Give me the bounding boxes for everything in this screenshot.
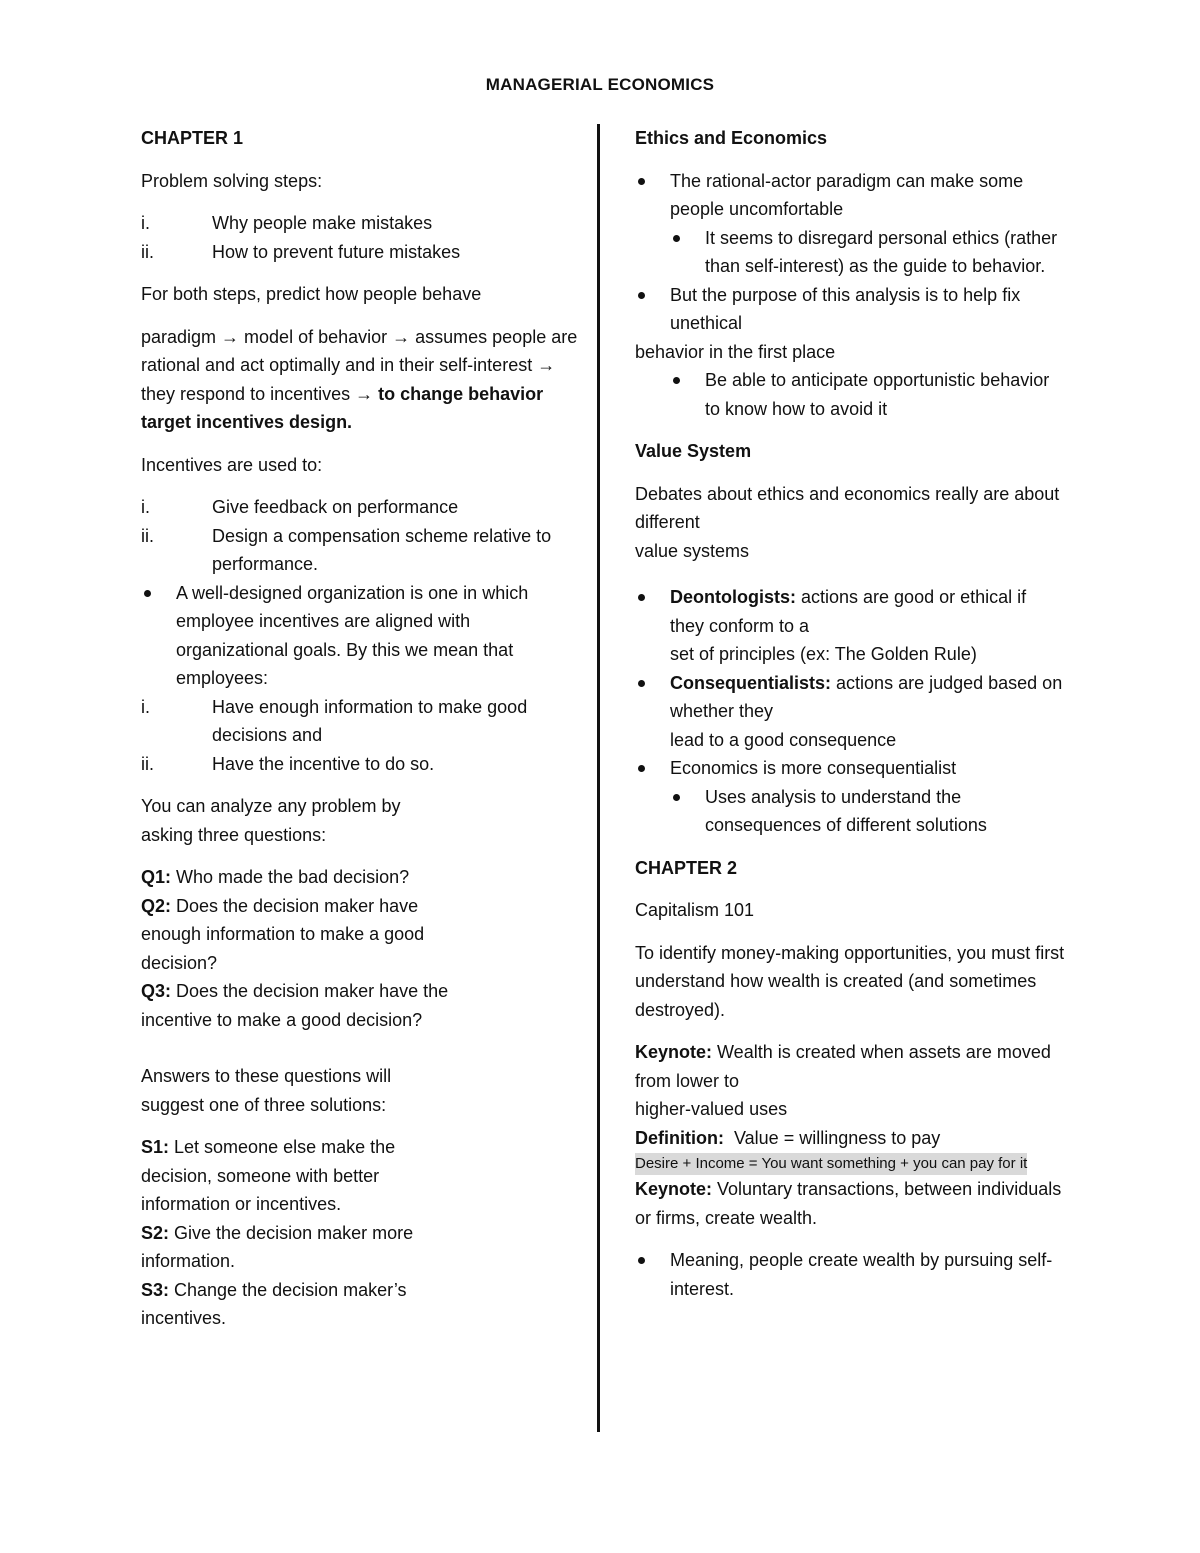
list-item [141,238,581,267]
right-column [635,124,1065,1317]
keynote-text: higher-valued uses [635,1099,788,1119]
list-item [635,669,1065,755]
both-steps-text: For both steps, predict how people behave [141,284,482,304]
list-item-text: actions are good or ethical if they conform to a [670,587,1027,636]
paradigm-paragraph [141,323,581,437]
questions-block [141,863,451,1034]
list-item [141,522,581,579]
definition-label: Definition: [635,1127,724,1148]
question-text: Does the decision maker have enough information to make a good decision? [141,895,425,973]
value-system-text [635,480,1065,566]
consequentialists-label: Consequentialists: [670,672,832,693]
chapter-2-heading: CHAPTER 2 [635,857,738,878]
list-item-text: How to prevent future mistakes [212,241,461,262]
deontologists-label: Deontologists: [670,587,796,607]
solution-text: Give the decision maker more information. [141,1222,414,1271]
nested-bullet-list [670,783,1065,840]
list-item [141,493,581,522]
incentives-list [141,493,581,579]
list-item [635,167,1065,281]
list-number: i. [141,497,150,517]
list-item: Meaning, people create wealth by pursuing self-interest. [635,1246,1065,1303]
keynote-label: Keynote: [635,1179,713,1199]
list-item [141,693,581,750]
question-text: Does the decision maker have the incentive to make a good decision? [141,981,449,1030]
list-item [141,750,581,779]
value-bullet-list [635,583,1065,840]
document-title: MANAGERIAL ECONOMICS [485,75,715,94]
ethics-bullet-list [635,167,1065,424]
keynote-2 [635,1175,1065,1232]
solution-label: S1: [141,1137,170,1157]
solution-label: S3: [141,1279,170,1300]
list-item-text: Have enough information to make good decisions and [212,696,528,745]
analyze-text: You can analyze any problem by asking three questions: [141,796,401,845]
highlight-text: Desire + Income = You want something + you can pay for it [635,1153,1027,1175]
solution-text: Change the decision maker’s incentives. [141,1279,407,1328]
list-item-text: Have the incentive to do so. [212,753,435,774]
list-item-text: The rational-actor paradigm can make some people uncomfortable [670,170,1024,219]
list-item-text: Give feedback on performance [212,497,459,517]
chapter-1-heading: CHAPTER 1 [141,128,244,148]
list-item-text: actions are judged based on whether they [670,672,1063,721]
employees-list [141,693,581,779]
nested-bullet-list [670,224,1065,281]
answers-text: Answers to these questions will suggest one of three solutions: [141,1066,392,1115]
question-label: Q3: [141,981,172,1001]
list-item-text: Design a compensation scheme relative to performance. [212,525,552,574]
keynote-text: Wealth is created when assets are moved from lower to [635,1042,1051,1091]
value-line: Debates about ethics and economics really are about different [635,483,1060,532]
list-item-text: Why people make mistakes [212,213,433,233]
org-bullet-list [141,579,581,693]
list-item: Be able to anticipate opportunistic behavior to know how to avoid it [670,366,1065,423]
list-number: ii. [141,753,154,774]
solution-label: S2: [141,1222,170,1243]
paradigm-bold-text: to change behavior target incentives design. [141,383,544,432]
list-number: i. [141,696,150,717]
column-divider [597,124,600,1432]
question-label: Q1: [141,867,172,887]
definition-text: Value = willingness to pay [723,1127,941,1148]
keynote-label: Keynote: [635,1042,713,1062]
list-item-text: lead to a good consequence [670,729,897,750]
incentives-label: Incentives are used to: [141,454,323,475]
value-line: value systems [635,540,750,561]
ethics-heading: Ethics and Economics [635,128,828,148]
value-system-heading: Value System [635,441,752,461]
list-number: i. [141,213,150,233]
list-item: It seems to disregard personal ethics (rather than self-interest) as the guide to behavior. [670,224,1065,281]
list-item-text: But the purpose of this analysis is to help fix unethical [670,284,1021,333]
list-item: A well-designed organization is one in which employee incentives are aligned with organizational goals. By this we mean that employees: [141,579,581,693]
paradigm-text: paradigm → model of behavior → assumes people are rational and act optimally and in their self-interest → they respond to incentives → [141,326,578,404]
problem-steps-label: Problem solving steps: [141,170,323,191]
list-item-text: behavior in the first place [635,341,836,362]
problem-steps-list [141,209,581,266]
solution-text: Let someone else make the decision, someone with better information or incentives. [141,1137,396,1214]
list-item [635,281,1065,424]
list-number: ii. [141,525,154,546]
list-item [141,209,581,238]
list-item-text: Economics is more consequentialist [670,758,957,778]
list-item [635,583,1065,669]
identify-text: To identify money-making opportunities, you must first understand how wealth is created (and sometimes destroyed). [635,942,1065,1020]
question-label: Q2: [141,895,172,916]
keynote-1 [635,1038,1065,1124]
keynote-text: Voluntary transactions, between individuals or firms, create wealth. [635,1179,1062,1228]
highlighted-note [635,1152,1065,1175]
list-item: Uses analysis to understand the consequences of different solutions [670,783,1065,840]
nested-bullet-list [670,366,1065,423]
left-column [141,124,581,1347]
solutions-block [141,1133,451,1333]
list-item [635,754,1065,840]
question-text: Who made the bad decision? [171,867,410,887]
capitalism-text: Capitalism 101 [635,900,755,920]
list-item-text: set of principles (ex: The Golden Rule) [670,644,977,664]
definition-line [635,1124,1065,1153]
list-number: ii. [141,241,154,262]
meaning-bullet-list [635,1246,1065,1303]
